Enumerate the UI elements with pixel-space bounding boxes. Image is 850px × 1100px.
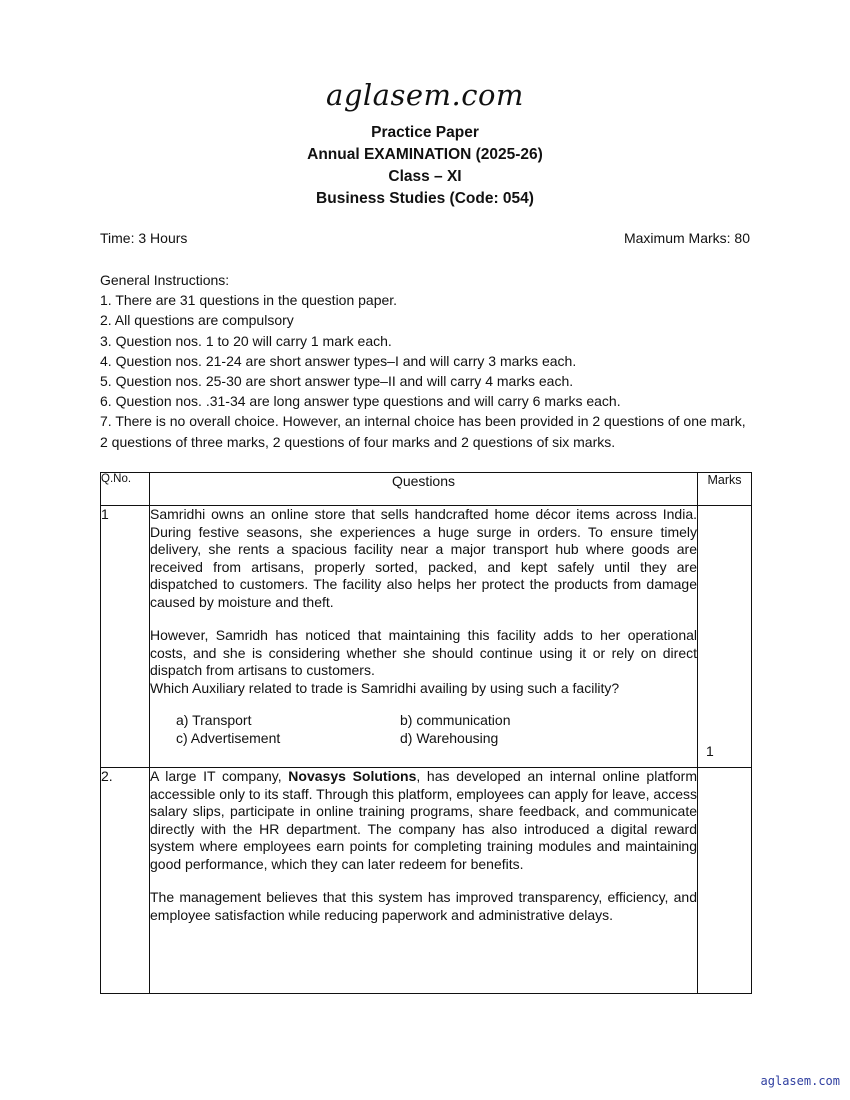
max-marks-label: Maximum Marks: 80 [623, 230, 750, 246]
instruction-item: 7. There is no overall choice. However, an internal choice has been provided in 2 questions of one mark, 2 questions of three marks, 2 questions of four marks and 2 questions of six marks. [100, 413, 746, 450]
exam-meta [100, 230, 750, 246]
option-a: a) Transport [176, 712, 252, 728]
table-header-row [101, 473, 752, 506]
instruction-item: 2. All questions are compulsory [100, 312, 294, 329]
table-row [101, 506, 752, 768]
time-label: Time: 3 Hours [100, 230, 188, 246]
general-instructions [100, 270, 750, 452]
instruction-item: 3. Question nos. 1 to 20 will carry 1 mark each. [100, 332, 392, 349]
question-body [150, 768, 698, 994]
question-paragraph: However, Samridh has noticed that maintaining this facility adds to her operational costs, and she is considering whether she should continue using it or rely on direct dispatch from artisans to customers. [150, 627, 697, 678]
question-number: 1 [101, 506, 150, 768]
header-line-class: Class – XI [388, 168, 462, 185]
instruction-item: 6. Question nos. .31-34 are long answer type questions and will carry 6 marks each. [100, 393, 621, 410]
header-line-exam: Annual EXAMINATION (2025-26) [307, 146, 543, 163]
header-questions: Questions [150, 473, 698, 506]
question-number: 2. [101, 768, 150, 994]
text-run: A large IT company, [150, 768, 289, 784]
company-name: Novasys Solutions [288, 768, 417, 784]
table-row [101, 768, 752, 994]
option-c: c) Advertisement [176, 729, 281, 746]
marks-cell [698, 506, 752, 768]
header-line-practice-paper: Practice Paper [371, 124, 479, 141]
option-b: b) communication [400, 712, 511, 728]
question-paragraph: The management believes that this system has improved transparency, efficiency, and employee satisfaction while reducing paperwork and administrative delays. [150, 889, 697, 923]
header-qno: Q.No. [101, 473, 150, 506]
footer-watermark: aglasem.com [760, 1074, 840, 1088]
marks-cell [698, 768, 752, 994]
instruction-item: 1. There are 31 questions in the question paper. [100, 292, 398, 309]
header-marks: Marks [698, 473, 752, 506]
aglasem-logo: aglasem.com [326, 78, 524, 112]
questions-table [100, 472, 752, 994]
text-run: , has developed an internal online platform accessible only to its staff. Through this platform, employees can apply for leave, access salary slips, participate in online training programs, share feedback, and communicate directly with the HR department. The company has also introduced a digital reward system where employees earn points for completing training modules and maintaining good performance, which they can later redeem for benefits. [150, 768, 697, 872]
header-line-subject: Business Studies (Code: 054) [316, 190, 534, 207]
marks-value: 1 [706, 743, 714, 759]
question-body [150, 506, 698, 768]
instruction-item: 4. Question nos. 21-24 are short answer types–I and will carry 3 marks each. [100, 352, 577, 369]
instruction-item: 5. Question nos. 25-30 are short answer type–II and will carry 4 marks each. [100, 373, 574, 390]
question-paragraph [150, 768, 697, 873]
paper-header [0, 122, 850, 210]
question-paragraph: Samridhi owns an online store that sells handcrafted home décor items across India. During festive seasons, she experiences a huge surge in orders. To ensure timely delivery, she rents a spacious facility near a major transport hub where goods are received from artisans, properly sorted, packed, and kept safely until they are dispatched to customers. The facility also helps her protect the products from damage caused by moisture and theft. [150, 506, 697, 610]
instructions-title: General Instructions: [100, 272, 230, 288]
answer-options [150, 712, 697, 747]
option-d: d) Warehousing [400, 729, 499, 746]
question-prompt: Which Auxiliary related to trade is Samridhi availing by using such a facility? [150, 679, 620, 696]
